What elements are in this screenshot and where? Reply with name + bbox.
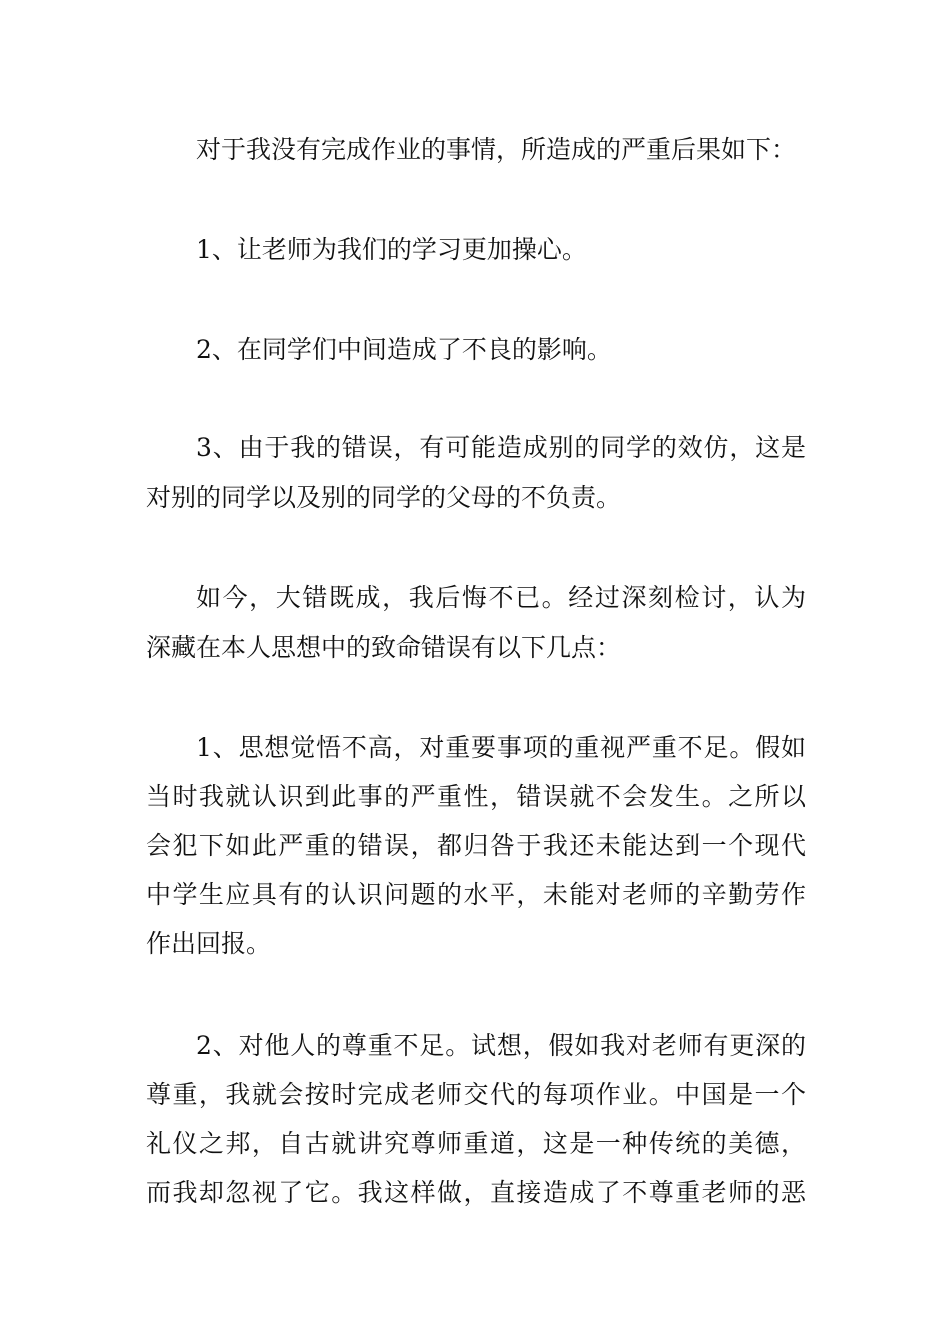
paragraph-5-line-1: 如今，大错既成，我后悔不已。经过深刻检讨，认为	[196, 583, 806, 612]
paragraph-5-line-2: 深藏在本人思想中的致命错误有以下几点：	[146, 633, 622, 662]
paragraph-7-line-4: 而我却忽视了它。我这样做，直接造成了不尊重老师的恶	[146, 1178, 806, 1207]
paragraph-6-line-1: 1、思想觉悟不高，对重要事项的重视严重不足。假如	[196, 733, 806, 762]
paragraph-7-line-3: 礼仪之邦，自古就讲究尊师重道，这是一种传统的美德，	[146, 1129, 806, 1158]
paragraph-3-line-1: 2、在同学们中间造成了不良的影响。	[196, 335, 612, 364]
paragraph-6-line-2: 当时我就认识到此事的严重性，错误就不会发生。之所以	[146, 782, 806, 811]
paragraph-4-line-2: 对别的同学以及别的同学的父母的不负责。	[146, 483, 622, 512]
paragraph-7-line-1: 2、对他人的尊重不足。试想，假如我对老师有更深的	[196, 1031, 806, 1060]
paragraph-6-line-5: 作出回报。	[146, 929, 272, 958]
paragraph-7-line-2: 尊重，我就会按时完成老师交代的每项作业。中国是一个	[146, 1080, 806, 1109]
paragraph-4-line-1: 3、由于我的错误，有可能造成别的同学的效仿，这是	[196, 433, 806, 462]
paragraph-2-line-1: 1、让老师为我们的学习更加操心。	[196, 235, 587, 264]
paragraph-6-line-4: 中学生应具有的认识问题的水平，未能对老师的辛勤劳作	[146, 880, 806, 909]
paragraph-1-line-1: 对于我没有完成作业的事情，所造成的严重后果如下：	[196, 135, 797, 164]
paragraph-6-line-3: 会犯下如此严重的错误，都归咎于我还未能达到一个现代	[146, 831, 806, 860]
